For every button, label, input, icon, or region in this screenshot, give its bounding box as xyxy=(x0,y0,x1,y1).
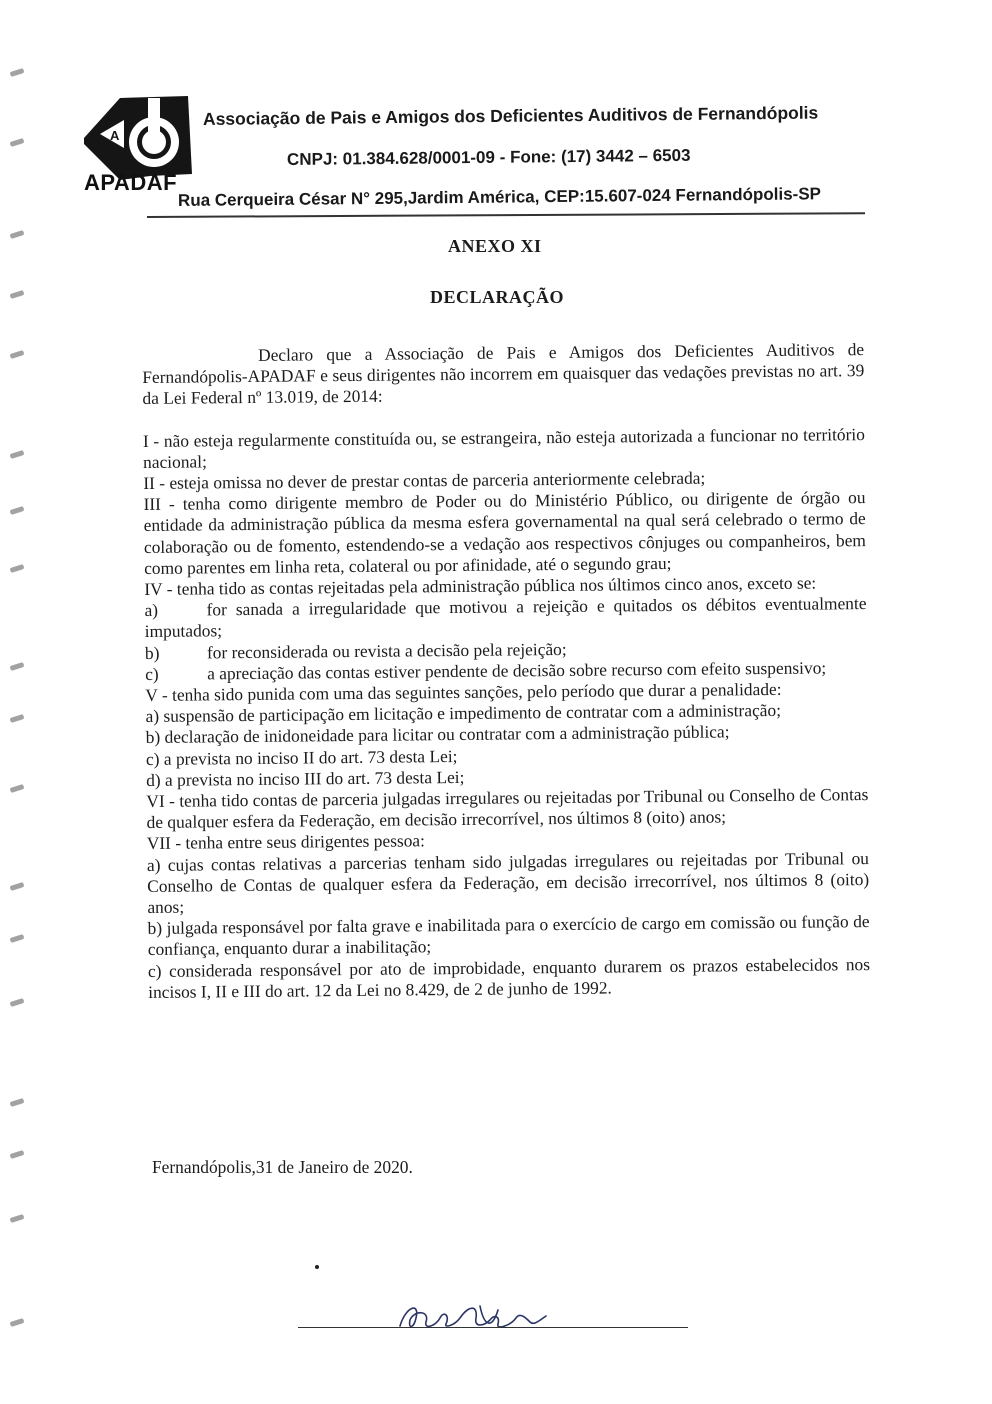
logo-wordmark: APADAF xyxy=(84,170,178,195)
scan-artifact xyxy=(10,1098,25,1107)
item-vii: VII - tenha entre seus dirigentes pessoa: xyxy=(146,830,426,854)
header-divider xyxy=(147,212,865,217)
signature-icon xyxy=(380,1296,580,1336)
item-vi: VI - tenha tido contas de parceria julgadas irregulares ou rejeitadas por Tribunal ou Conselho de Contas de qualquer esfera da Federação, em decisão irrecorrível, nos últimos 8 (oito) anos; xyxy=(146,784,869,833)
annex-heading: ANEXO XI xyxy=(448,236,542,256)
scan-artifact xyxy=(10,934,25,943)
document-title: DECLARAÇÃO xyxy=(430,287,565,307)
scan-artifact xyxy=(10,290,25,299)
item-vii-a: a) cujas contas relativas a parcerias tenham sido julgadas irregulares ou rejeitadas por Tribunal ou Conselho de Contas de qualquer esfera da Federação, em decisão irrecorrível, nos últimos 8 (oito) anos; xyxy=(146,847,870,918)
item-iv: IV - tenha tido as contas rejeitadas pela administração pública nos últimos cinco anos, exceto se: xyxy=(144,572,817,600)
scan-artifact xyxy=(10,882,25,891)
item-iii: III - tenha como dirigente membro de Poder ou do Ministério Público, ou dirigente de órgão ou entidade da administração pública da mesma esfera governamental na qual será celebrado o termo de colaboração ou de fomento, estendendo-se a vedação aos respectivos cônjuges ou companheiros, bem como parentes em linha reta, colateral ou por afinidade, até o segundo grau; xyxy=(143,487,866,578)
item-ii: II - esteja omissa no dever de prestar contas de parceria anteriormente celebrada; xyxy=(143,467,706,494)
scan-artifact xyxy=(10,506,25,515)
item-v-b: b) declaração de inidoneidade para licitar ou contratar com a administração pública; xyxy=(145,721,730,748)
item-iv-c-label: c) xyxy=(145,663,159,684)
scan-artifact xyxy=(10,1318,25,1327)
item-iv-b-label: b) xyxy=(144,642,160,663)
svg-text:A: A xyxy=(110,128,120,143)
scan-artifact xyxy=(10,138,25,147)
item-v-d: d) a prevista no inciso III do art. 73 desta Lei; xyxy=(146,766,465,790)
scan-artifact xyxy=(10,450,25,459)
item-iv-b-text: for reconsiderada ou revista a decisão pela rejeição; xyxy=(206,638,567,663)
scan-artifact xyxy=(10,350,25,359)
declaration-body xyxy=(142,339,870,1003)
org-name: Associação de Pais e Amigos dos Deficientes Auditivos de Fernandópolis xyxy=(202,102,819,129)
item-iv-a-label: a) xyxy=(144,600,159,621)
intro-paragraph: Declaro que a Associação de Pais e Amigos dos Deficientes Auditivos de Fernandópolis-APADAF e seus dirigentes não incorrem em quaisquer das vedações previstas no art. 39 da Lei Federal nº 13.019, de 2014: xyxy=(142,339,865,409)
item-i: I - não esteja regularmente constituída ou, se estrangeira, não esteja autorizada a funcionar no território nacional; xyxy=(142,423,865,472)
scan-artifact xyxy=(10,230,25,239)
item-iv-a xyxy=(144,593,866,642)
item-v: V - tenha sido punida com uma das seguintes sanções, pelo período que durar a penalidade: xyxy=(145,678,782,706)
item-v-c: c) a prevista no inciso II do art. 73 desta Lei; xyxy=(145,745,458,769)
date-line: Fernandópolis,31 de Janeiro de 2020. xyxy=(152,1157,413,1177)
scan-artifact xyxy=(10,1214,25,1223)
scan-dot xyxy=(315,1265,319,1269)
scan-artifact xyxy=(10,1150,25,1159)
scan-artifact xyxy=(10,564,25,573)
item-vii-b: b) julgada responsável por falta grave e inabilitada para o exercício de cargo em comissão ou função de confiança, enquanto durar a inabilitação; xyxy=(147,911,870,960)
scan-artifact xyxy=(10,662,25,671)
cnpj-phone: CNPJ: 01.384.628/0001-09 - Fone: (17) 3442 – 6503 xyxy=(286,145,691,169)
item-vii-c: c) considerada responsável por ato de improbidade, enquanto durarem os prazos estabelecidos nos incisos I, II e III do art. 12 da Lei no 8.429, de 2 de junho de 1992. xyxy=(147,953,871,1002)
scan-artifact xyxy=(10,714,25,723)
scan-artifact xyxy=(10,784,25,793)
scan-artifact xyxy=(10,68,25,77)
item-iv-a-text: for sanada a irregularidade que motivou a rejeição e quitados os débitos eventualmente imputados; xyxy=(144,593,867,642)
scan-artifact xyxy=(10,998,25,1007)
item-iv-c-text: a apreciação das contas estiver pendente de decisão sobre recurso com efeito suspensivo; xyxy=(207,657,827,684)
address: Rua Cerqueira César N° 295,Jardim América, CEP:15.607-024 Fernandópolis-SP xyxy=(177,184,822,210)
item-v-a: a) suspensão de participação em licitação e impedimento de contratar com a administração; xyxy=(145,700,782,727)
signature-line xyxy=(298,1327,688,1328)
